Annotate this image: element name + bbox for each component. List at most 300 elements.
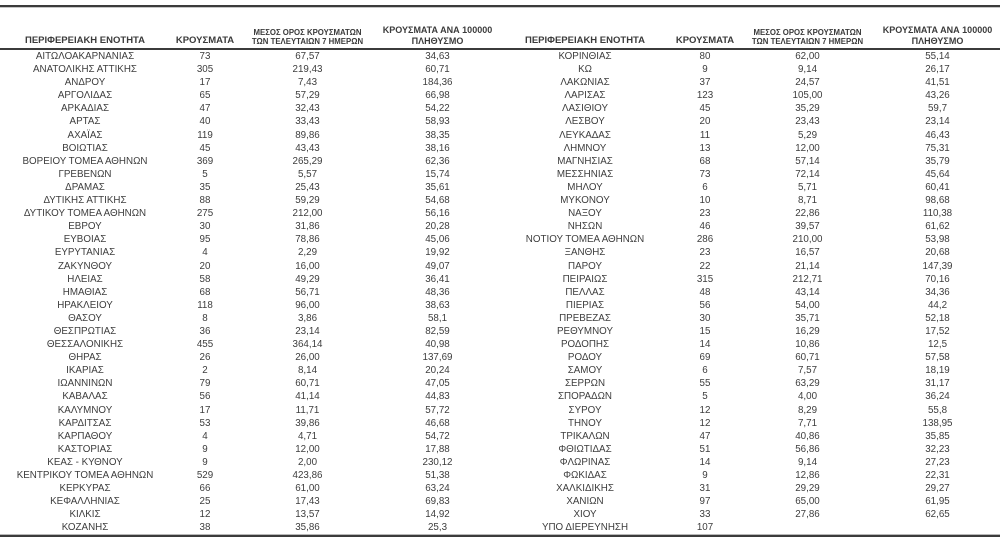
region-cell: ΚΙΛΚΙΣ (69, 509, 101, 521)
table-row (0, 338, 500, 351)
table-row (500, 508, 1000, 521)
avg7-cell: 62,00 (795, 51, 820, 62)
cases-cell: 8 (202, 312, 208, 324)
avg7-cell: 5,29 (797, 129, 818, 141)
per100k-cell: 51,38 (425, 470, 450, 481)
region-cell: ΘΕΣΣΑΛΟΝΙΚΗΣ (46, 339, 124, 351)
avg7-cell: 17,43 (295, 496, 320, 508)
avg7-cell: 212,00 (292, 208, 323, 220)
per100k-cell: 31,17 (925, 378, 950, 390)
table-row (0, 469, 500, 482)
region-cell: ΕΥΡΥΤΑΝΙΑΣ (54, 247, 116, 259)
table-row (500, 142, 1000, 155)
region-cell: ΚΑΡΠΑΘΟΥ (57, 430, 113, 442)
region-cell: ΗΛΕΙΑΣ (67, 273, 103, 285)
cases-cell: 305 (196, 64, 214, 76)
cases-cell: 23 (699, 208, 711, 220)
table-row (0, 168, 500, 181)
per100k-cell: 35,61 (425, 181, 450, 193)
cases-cell: 48 (699, 286, 711, 298)
avg7-cell: 5,71 (797, 181, 818, 193)
per100k-cell: 75,31 (925, 142, 950, 154)
per100k-cell: 110,38 (922, 208, 953, 220)
cases-cell: 17 (199, 404, 211, 416)
region-cell: ΘΕΣΠΡΩΤΙΑΣ (53, 325, 117, 337)
per100k-cell: 59,7 (927, 103, 948, 115)
region-cell: ΚΕΝΤΡΙΚΟΥ ΤΟΜΕΑ ΑΘΗΝΩΝ (16, 470, 154, 481)
avg7-cell: 8,29 (797, 404, 818, 416)
per100k-cell: 56,16 (425, 208, 450, 220)
per100k-cell: 54,68 (425, 195, 450, 207)
region-cell: ΚΩ (578, 64, 592, 76)
avg7-cell: 89,86 (295, 129, 320, 141)
region-cell: ΝΗΣΩΝ (567, 221, 603, 233)
table-row (500, 286, 1000, 299)
per100k-cell: 34,63 (425, 51, 450, 62)
region-cell: ΧΑΝΙΩΝ (566, 496, 604, 508)
cases-cell: 275 (196, 208, 214, 220)
table-row (500, 63, 1000, 76)
table-row (0, 220, 500, 233)
avg7-cell: 12,00 (795, 142, 820, 154)
cases-cell: 56 (699, 299, 711, 311)
avg7-cell: 16,29 (795, 325, 820, 337)
region-cell: ΙΚΑΡΙΑΣ (66, 365, 104, 377)
cases-cell: 65 (199, 90, 211, 102)
table-row (0, 404, 500, 417)
cases-cell: 9 (702, 64, 708, 76)
table-row (500, 181, 1000, 194)
avg7-cell: 27,86 (795, 509, 820, 521)
region-cell: ΑΡΤΑΣ (69, 116, 101, 128)
header-per100k (375, 8, 500, 49)
cases-cell: 118 (197, 299, 213, 311)
cases-cell: 23 (699, 247, 711, 259)
per100k-cell: 69,83 (425, 496, 450, 508)
per100k-cell: 57,58 (925, 352, 950, 364)
region-cell: ΑΙΤΩΛΟΑΚΑΡΝΑΝΙΑΣ (35, 51, 135, 62)
tables-container (0, 8, 1000, 534)
table-row (0, 115, 500, 128)
region-cell: ΛΑΡΙΣΑΣ (564, 90, 606, 102)
cases-cell: 30 (699, 312, 711, 324)
table-row (500, 76, 1000, 89)
header-cases: ΚΡΟΥΣΜΑΤΑ (670, 8, 740, 49)
per100k-cell: 32,23 (925, 443, 950, 455)
per100k-cell: 44,2 (927, 299, 948, 311)
header-per100k-line2: ΠΛΗΘΥΣΜΟ (911, 35, 964, 46)
header-cases: ΚΡΟΥΣΜΑΤΑ (170, 8, 240, 49)
avg7-cell: 21,14 (795, 260, 820, 272)
region-cell: ΡΕΘΥΜΝΟΥ (557, 325, 613, 337)
region-cell: ΒΟΙΩΤΙΑΣ (62, 142, 108, 154)
regional-cases-report-sheet (0, 5, 1000, 537)
table-row (500, 115, 1000, 128)
region-cell: ΑΝΑΤΟΛΙΚΗΣ ΑΤΤΙΚΗΣ (33, 64, 137, 76)
avg7-cell: 7,43 (297, 77, 318, 89)
cases-cell: 4 (202, 430, 208, 442)
per100k-cell: 66,98 (425, 90, 450, 102)
cases-cell: 30 (199, 221, 211, 233)
table-row (0, 508, 500, 521)
cases-cell: 68 (699, 155, 711, 167)
avg7-cell: 56,71 (295, 286, 320, 298)
avg7-cell: 60,71 (795, 352, 820, 364)
per100k-cell: 98,68 (925, 195, 950, 207)
table-row (0, 325, 500, 338)
cases-cell: 10 (699, 195, 711, 207)
avg7-cell: 35,71 (795, 312, 820, 324)
avg7-cell: 16,00 (295, 260, 320, 272)
cases-cell: 25 (199, 496, 211, 508)
bottom-divider-rule (0, 534, 1000, 537)
cases-cell: 95 (199, 234, 211, 246)
table-row (500, 246, 1000, 259)
per100k-cell: 58,93 (425, 116, 450, 128)
region-cell: ΥΠΟ ΔΙΕΡΕΥΝΗΣΗ (541, 522, 629, 534)
table-row (0, 181, 500, 194)
per100k-cell: 20,28 (425, 221, 450, 233)
cases-cell: 45 (199, 142, 211, 154)
region-cell: ΘΗΡΑΣ (68, 352, 102, 364)
region-cell: ΑΡΚΑΔΙΑΣ (61, 103, 109, 115)
cases-cell: 14 (699, 339, 711, 351)
table-row (0, 207, 500, 220)
header-avg7-line2: ΤΩΝ ΤΕΛΕΥΤΑΙΩΝ 7 ΗΜΕΡΩΝ (751, 37, 864, 46)
region-cell: ΛΗΜΝΟΥ (563, 142, 607, 154)
cases-cell: 47 (199, 103, 211, 115)
table-row (500, 482, 1000, 495)
region-cell: ΛΑΚΩΝΙΑΣ (560, 77, 610, 89)
per100k-cell: 82,59 (425, 325, 450, 337)
cases-cell: 69 (699, 352, 711, 364)
per100k-cell: 34,36 (925, 286, 950, 298)
cases-cell: 17 (199, 77, 211, 89)
table-row (500, 129, 1000, 142)
table-row (500, 521, 1000, 534)
table-row (0, 76, 500, 89)
table-row (0, 299, 500, 312)
table-row (500, 430, 1000, 443)
per100k-cell: 61,95 (925, 496, 950, 508)
per100k-cell: 63,24 (425, 483, 450, 495)
avg7-cell: 72,14 (795, 168, 820, 180)
avg7-cell: 265,29 (292, 155, 323, 167)
table-row (500, 260, 1000, 273)
per100k-cell: 19,92 (425, 247, 450, 259)
table-row (0, 49, 500, 63)
cases-cell: 15 (699, 325, 711, 337)
region-cell: ΚΑΡΔΙΤΣΑΣ (58, 417, 112, 429)
per100k-cell: 26,17 (925, 64, 950, 76)
per100k-cell: 46,68 (425, 417, 450, 429)
region-cell: ΞΑΝΘΗΣ (564, 247, 606, 259)
per100k-cell: 47,05 (425, 378, 450, 390)
region-cell: ΝΟΤΙΟΥ ΤΟΜΕΑ ΑΘΗΝΩΝ (525, 234, 645, 246)
avg7-cell: 219,43 (292, 64, 323, 76)
cases-cell: 123 (696, 90, 714, 102)
cases-cell: 14 (699, 456, 711, 468)
table-header-right (500, 8, 1000, 49)
header-region: ΠΕΡΙΦΕΡΕΙΑΚΗ ΕΝΟΤΗΤΑ (0, 8, 170, 49)
cases-table-right (500, 8, 1000, 534)
table-row (0, 246, 500, 259)
cases-cell: 33 (699, 509, 711, 521)
region-cell: ΚΕΦΑΛΛΗΝΙΑΣ (50, 496, 120, 508)
per100k-cell: 138,95 (922, 417, 953, 429)
per100k-cell: 58,1 (427, 312, 448, 324)
region-cell: ΧΙΟΥ (573, 509, 597, 521)
cases-cell: 73 (199, 51, 211, 62)
avg7-cell: 25,43 (295, 181, 320, 193)
per100k-cell: 40,98 (425, 339, 450, 351)
cases-cell: 26 (199, 352, 211, 364)
per100k-cell: 43,26 (925, 90, 950, 102)
per100k-cell: 29,27 (925, 483, 950, 495)
region-cell: ΦΘΙΩΤΙΔΑΣ (558, 443, 612, 455)
table-row (0, 102, 500, 115)
cases-cell: 35 (199, 181, 211, 193)
per100k-cell: 18,19 (925, 365, 950, 377)
region-cell: ΙΩΑΝΝΙΝΩΝ (57, 378, 113, 390)
header-avg7-line1: ΜΕΣΟΣ ΟΡΟΣ ΚΡΟΥΣΜΑΤΩΝ (753, 28, 862, 37)
table-header-left (0, 8, 500, 49)
table-row (0, 129, 500, 142)
per100k-cell: 17,52 (925, 325, 950, 337)
avg7-cell: 5,57 (297, 168, 318, 180)
per100k-cell: 54,72 (425, 430, 450, 442)
cases-table-left (0, 8, 500, 534)
avg7-cell: 59,29 (295, 195, 320, 207)
avg7-cell: 11,71 (295, 404, 320, 416)
avg7-cell: 26,00 (295, 352, 320, 364)
cases-cell: 9 (702, 470, 708, 481)
per100k-cell: 35,79 (925, 155, 950, 167)
per100k-cell: 60,71 (425, 64, 450, 76)
table-row (500, 364, 1000, 377)
region-cell: ΤΗΝΟΥ (568, 417, 602, 429)
cases-cell: 12 (699, 417, 711, 429)
avg7-cell: 4,00 (797, 391, 818, 403)
avg7-cell: 35,86 (295, 522, 320, 534)
region-cell: ΛΑΣΙΘΙΟΥ (561, 103, 609, 115)
table-row (500, 299, 1000, 312)
avg7-cell: 23,14 (295, 325, 320, 337)
per100k-cell: 147,39 (922, 260, 953, 272)
region-cell: ΔΥΤΙΚΟΥ ΤΟΜΕΑ ΑΘΗΝΩΝ (23, 208, 147, 220)
region-cell: ΗΡΑΚΛΕΙΟΥ (57, 299, 113, 311)
cases-cell: 13 (699, 142, 711, 154)
region-cell: ΚΕΑΣ - ΚΥΘΝΟΥ (47, 456, 123, 468)
region-cell: ΜΑΓΝΗΣΙΑΣ (557, 155, 613, 167)
table-row (500, 49, 1000, 63)
cases-cell: 2 (202, 365, 208, 377)
region-cell: ΕΥΒΟΙΑΣ (63, 234, 107, 246)
per100k-cell: 53,98 (925, 234, 950, 246)
cases-cell: 315 (696, 273, 714, 285)
avg7-cell: 39,57 (795, 221, 820, 233)
per100k-cell: 70,16 (925, 273, 950, 285)
cases-cell: 119 (197, 129, 213, 141)
per100k-cell: 17,88 (425, 443, 450, 455)
per100k-cell: 14,92 (425, 509, 450, 521)
region-cell: ΝΑΞΟΥ (568, 208, 602, 220)
table-row (0, 521, 500, 534)
per100k-cell: 230,12 (422, 456, 453, 468)
header-avg7-line2: ΤΩΝ ΤΕΛΕΥΤΑΙΩΝ 7 ΗΜΕΡΩΝ (251, 37, 364, 46)
region-cell: ΚΑΛΥΜΝΟΥ (57, 404, 113, 416)
table-row (0, 273, 500, 286)
cases-cell: 369 (196, 155, 214, 167)
per100k-cell: 45,06 (425, 234, 450, 246)
region-cell: ΦΩΚΙΔΑΣ (563, 470, 607, 481)
region-cell: ΚΕΡΚΥΡΑΣ (59, 483, 111, 495)
table-row (500, 194, 1000, 207)
cases-cell: 53 (199, 417, 211, 429)
avg7-cell: 7,71 (797, 417, 818, 429)
table-row (500, 102, 1000, 115)
avg7-cell: 43,14 (795, 286, 820, 298)
table-row (0, 430, 500, 443)
per100k-cell: 20,24 (425, 365, 450, 377)
table-row (0, 142, 500, 155)
avg7-cell (740, 521, 875, 534)
avg7-cell: 43,43 (295, 142, 320, 154)
avg7-cell: 4,71 (297, 430, 318, 442)
table-row (500, 417, 1000, 430)
avg7-cell: 3,86 (297, 312, 318, 324)
avg7-cell: 24,57 (795, 77, 820, 89)
region-cell: ΠΡΕΒΕΖΑΣ (559, 312, 611, 324)
region-cell: ΜΗΛΟΥ (567, 181, 603, 193)
table-row (500, 233, 1000, 246)
avg7-cell: 32,43 (295, 103, 320, 115)
table-row (0, 351, 500, 364)
table-row (0, 312, 500, 325)
region-cell: ΡΟΔΟΥ (567, 352, 603, 364)
per100k-cell: 36,24 (925, 391, 950, 403)
table-row (0, 482, 500, 495)
per100k-cell: 38,35 (425, 129, 450, 141)
per100k-cell: 12,5 (927, 339, 948, 351)
region-cell: ΚΑΒΑΛΑΣ (62, 391, 108, 403)
table-row (0, 89, 500, 102)
cases-cell: 12 (199, 509, 211, 521)
avg7-cell: 65,00 (795, 496, 820, 508)
avg7-cell: 56,86 (795, 443, 820, 455)
header-per100k-line1: ΚΡΟΥΣΜΑΤΑ ΑΝΑ 100000 (882, 25, 993, 35)
per100k-cell: 52,18 (925, 312, 950, 324)
per100k-cell: 15,74 (425, 168, 450, 180)
avg7-cell: 78,86 (295, 234, 320, 246)
cases-cell: 31 (699, 483, 711, 495)
table-row (0, 233, 500, 246)
avg7-cell: 96,00 (295, 299, 320, 311)
avg7-cell: 54,00 (795, 299, 820, 311)
region-cell: ΠΑΡΟΥ (568, 260, 602, 272)
per100k-cell: 44,83 (425, 391, 450, 403)
header-row (500, 8, 1000, 49)
table-row (500, 443, 1000, 456)
per100k-cell: 60,41 (925, 181, 950, 193)
table-row (500, 351, 1000, 364)
region-cell: ΠΕΛΛΑΣ (565, 286, 605, 298)
table-row (0, 377, 500, 390)
cases-cell: 5 (202, 168, 208, 180)
cases-cell: 6 (702, 181, 708, 193)
cases-cell: 51 (699, 443, 711, 455)
region-cell: ΜΕΣΣΗΝΙΑΣ (556, 168, 614, 180)
header-avg7 (740, 8, 875, 49)
table-body-right (500, 49, 1000, 534)
header-avg7-line1: ΜΕΣΟΣ ΟΡΟΣ ΚΡΟΥΣΜΑΤΩΝ (253, 28, 362, 37)
region-cell: ΑΡΓΟΛΙΔΑΣ (57, 90, 113, 102)
avg7-cell: 49,29 (295, 273, 320, 285)
table-row (500, 495, 1000, 508)
cases-cell: 529 (196, 470, 214, 481)
cases-cell: 11 (699, 129, 711, 141)
region-cell: ΗΜΑΘΙΑΣ (62, 286, 108, 298)
avg7-cell: 29,29 (795, 483, 820, 495)
avg7-cell: 39,86 (295, 417, 320, 429)
table-row (0, 443, 500, 456)
table-row (0, 260, 500, 273)
cases-cell: 20 (699, 116, 711, 128)
table-row (500, 390, 1000, 403)
cases-cell: 68 (199, 286, 211, 298)
per100k-cell: 35,85 (925, 430, 950, 442)
cases-cell: 455 (196, 339, 214, 351)
region-cell: ΛΕΣΒΟΥ (565, 116, 605, 128)
table-row (500, 155, 1000, 168)
avg7-cell: 60,71 (295, 378, 320, 390)
region-cell: ΛΕΥΚΑΔΑΣ (559, 129, 611, 141)
table-row (500, 469, 1000, 482)
avg7-cell: 33,43 (295, 116, 320, 128)
region-cell: ΓΡΕΒΕΝΩΝ (58, 168, 112, 180)
cases-cell: 97 (699, 496, 711, 508)
cases-cell: 9 (202, 456, 208, 468)
cases-cell: 45 (699, 103, 711, 115)
region-cell: ΠΙΕΡΙΑΣ (565, 299, 605, 311)
region-cell: ΦΛΩΡΙΝΑΣ (559, 456, 611, 468)
avg7-cell: 210,00 (792, 234, 823, 246)
per100k-cell: 27,23 (925, 456, 950, 468)
avg7-cell: 105,00 (792, 90, 823, 102)
table-row (0, 456, 500, 469)
region-cell: ΑΧΑΪΑΣ (67, 129, 103, 141)
region-cell: ΔΡΑΜΑΣ (65, 181, 105, 193)
cases-cell: 80 (699, 51, 711, 62)
region-cell: ΒΟΡΕΙΟΥ ΤΟΜΕΑ ΑΘΗΝΩΝ (22, 155, 148, 167)
per100k-cell: 61,62 (925, 221, 950, 233)
avg7-cell: 12,00 (295, 443, 320, 455)
avg7-cell: 13,57 (295, 509, 320, 521)
per100k-cell: 23,14 (925, 116, 950, 128)
table-row (500, 168, 1000, 181)
table-row (500, 207, 1000, 220)
per100k-cell: 25,3 (427, 522, 448, 534)
region-cell: ΠΕΙΡΑΙΩΣ (562, 273, 608, 285)
table-row (500, 312, 1000, 325)
table-row (500, 338, 1000, 351)
region-cell: ΘΑΣΟΥ (68, 312, 102, 324)
cases-cell: 58 (199, 273, 211, 285)
per100k-cell: 36,41 (425, 273, 450, 285)
avg7-cell: 8,14 (297, 365, 318, 377)
table-body-left (0, 49, 500, 534)
cases-cell: 66 (199, 483, 211, 495)
